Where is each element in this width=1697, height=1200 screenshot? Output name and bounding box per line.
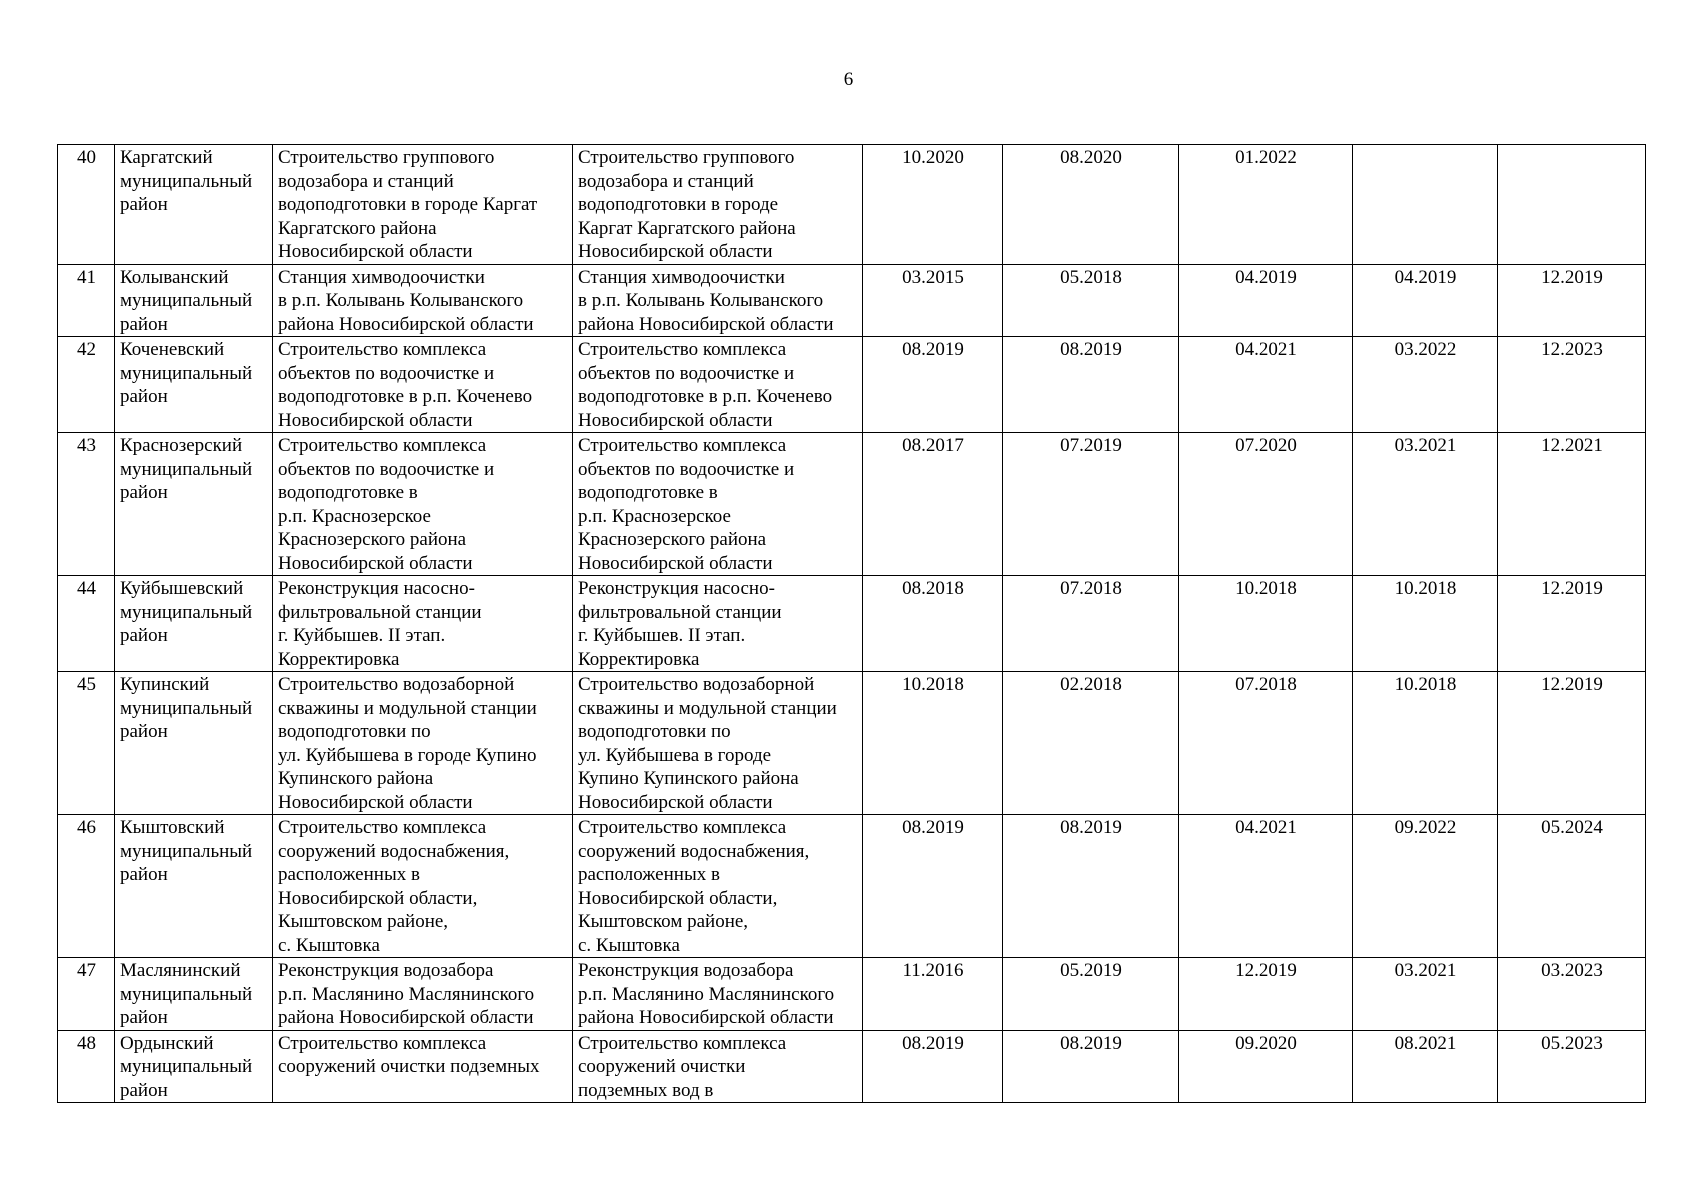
cell-text-line: район — [120, 1007, 168, 1028]
cell-text-line: сооружений водоснабжения, — [278, 840, 510, 862]
date-cell-3: 10.2018 — [1179, 576, 1353, 672]
row-number: 42 — [58, 337, 115, 433]
cell-text-line: Краснозерского района — [578, 529, 767, 550]
table-row — [58, 433, 1646, 576]
cell-text-line: Колыванский — [120, 266, 229, 288]
cell-text-line: Коченевский — [120, 339, 225, 360]
object-name-cell — [273, 433, 573, 576]
date-cell-5: 12.2019 — [1498, 672, 1646, 815]
object-name-cell — [273, 1030, 573, 1103]
cell-text-line: район — [120, 1079, 168, 1101]
cell-text-line: объектов по водоочистке и — [578, 362, 795, 384]
cell-text-line: скважины и модульной станции — [578, 697, 837, 719]
cell-text-line: Маслянинский — [120, 960, 241, 981]
cell-text-line: Строительство комплекса — [578, 339, 787, 360]
district-cell — [115, 1030, 273, 1103]
object-name-alt-cell — [573, 1030, 863, 1103]
date-cell-1: 08.2019 — [863, 815, 1003, 958]
cell-text-line: Строительство комплекса — [278, 435, 487, 456]
object-name-cell — [273, 337, 573, 433]
cell-text-line: Краснозерский — [120, 435, 243, 456]
cell-text-line: фильтровальной станции — [278, 601, 482, 623]
date-cell-5: 12.2021 — [1498, 433, 1646, 576]
object-name-alt-cell — [573, 815, 863, 958]
date-cell-4: 03.2021 — [1353, 958, 1498, 1031]
row-number: 40 — [58, 145, 115, 265]
cell-text-line: Новосибирской области — [578, 409, 773, 431]
cell-text-line: Новосибирской области — [578, 241, 773, 262]
cell-text-line: объектов по водоочистке и — [278, 362, 495, 384]
cell-text-line: район — [120, 721, 168, 742]
cell-text-line: сооружений очистки — [578, 1056, 746, 1077]
cell-text-line: Краснозерского района — [278, 529, 467, 550]
cell-text-line: водоподготовки по — [278, 721, 431, 742]
cell-text-line: Каргатского района — [278, 217, 437, 239]
district-cell — [115, 264, 273, 337]
object-name-cell — [273, 672, 573, 815]
cell-text-line: Куйбышевский — [120, 578, 244, 599]
object-name-alt-cell — [573, 672, 863, 815]
cell-text-line: район — [120, 194, 168, 215]
cell-text-line: Каргатский — [120, 147, 213, 168]
cell-text-line: Кыштовском районе, — [578, 911, 749, 932]
date-cell-2: 07.2019 — [1003, 433, 1179, 576]
date-cell-4: 03.2021 — [1353, 433, 1498, 576]
cell-text-line: район — [120, 313, 168, 335]
district-cell — [115, 433, 273, 576]
row-number: 48 — [58, 1030, 115, 1103]
cell-text-line: Строительство комплекса — [278, 339, 487, 360]
date-cell-3: 07.2018 — [1179, 672, 1353, 815]
cell-text-line: водоподготовки по — [578, 721, 731, 742]
cell-text-line: водоподготовке в — [278, 482, 418, 503]
date-cell-1: 10.2020 — [863, 145, 1003, 265]
district-cell — [115, 815, 273, 958]
cell-text-line: сооружений очистки подземных — [278, 1056, 540, 1077]
cell-text-line: Новосибирской области, — [578, 887, 778, 909]
date-cell-1: 08.2017 — [863, 433, 1003, 576]
cell-text-line: Строительство водозаборной — [578, 674, 815, 695]
cell-text-line: муниципальный — [120, 1056, 253, 1077]
row-number: 45 — [58, 672, 115, 815]
cell-text-line: водоподготовки в городе Каргат — [278, 194, 538, 215]
cell-text-line: район — [120, 864, 168, 885]
date-cell-1: 11.2016 — [863, 958, 1003, 1031]
date-cell-2: 08.2020 — [1003, 145, 1179, 265]
cell-text-line: район — [120, 625, 168, 646]
row-number: 44 — [58, 576, 115, 672]
date-cell-5: 12.2023 — [1498, 337, 1646, 433]
cell-text-line: Купинского района — [278, 768, 434, 789]
cell-text-line: в р.п. Колывань Колыванского — [578, 290, 824, 311]
date-cell-3: 01.2022 — [1179, 145, 1353, 265]
cell-text-line: муниципальный — [120, 290, 253, 311]
row-number: 43 — [58, 433, 115, 576]
cell-text-line: района Новосибирской области — [278, 313, 534, 335]
cell-text-line: район — [120, 482, 168, 503]
cell-text-line: фильтровальной станции — [578, 601, 782, 623]
object-name-cell — [273, 958, 573, 1031]
date-cell-3: 07.2020 — [1179, 433, 1353, 576]
cell-text-line: муниципальный — [120, 601, 253, 623]
table-body — [58, 145, 1646, 1103]
table-row — [58, 958, 1646, 1031]
date-cell-4: 10.2018 — [1353, 576, 1498, 672]
cell-text-line: р.п. Маслянино Маслянинского — [578, 983, 835, 1005]
district-cell — [115, 145, 273, 265]
cell-text-line: р.п. Краснозерское — [278, 505, 431, 527]
cell-text-line: Кыштовский — [120, 817, 225, 838]
date-cell-1: 10.2018 — [863, 672, 1003, 815]
cell-text-line: Реконструкция насосно- — [278, 578, 475, 599]
object-name-alt-cell — [573, 145, 863, 265]
cell-text-line: муниципальный — [120, 983, 253, 1005]
cell-text-line: Купино Купинского района — [578, 768, 799, 789]
date-cell-2: 02.2018 — [1003, 672, 1179, 815]
cell-text-line: расположенных в — [278, 864, 420, 885]
cell-text-line: района Новосибирской области — [278, 1007, 534, 1028]
cell-text-line: водозабора и станций — [278, 170, 454, 192]
object-name-alt-cell — [573, 337, 863, 433]
table-row — [58, 815, 1646, 958]
district-cell — [115, 337, 273, 433]
cell-text-line: муниципальный — [120, 697, 253, 719]
district-cell — [115, 672, 273, 815]
cell-text-line: г. Куйбышев. II этап. — [578, 625, 746, 646]
cell-text-line: Новосибирской области — [278, 409, 473, 431]
cell-text-line: района Новосибирской области — [578, 1007, 834, 1028]
cell-text-line: расположенных в — [578, 864, 720, 885]
cell-text-line: Строительство группового — [578, 147, 795, 168]
date-cell-2: 05.2018 — [1003, 264, 1179, 337]
object-name-cell — [273, 815, 573, 958]
cell-text-line: водозабора и станций — [578, 170, 754, 192]
cell-text-line: Реконструкция водозабора — [578, 960, 794, 981]
row-number: 41 — [58, 264, 115, 337]
object-name-cell — [273, 576, 573, 672]
date-cell-2: 08.2019 — [1003, 1030, 1179, 1103]
cell-text-line: Новосибирской области, — [278, 887, 478, 909]
date-cell-5: 05.2024 — [1498, 815, 1646, 958]
cell-text-line: подземных вод в — [578, 1079, 714, 1101]
cell-text-line: Новосибирской области — [578, 552, 773, 574]
date-cell-4: 03.2022 — [1353, 337, 1498, 433]
cell-text-line: Каргат Каргатского района — [578, 217, 796, 239]
cell-text-line: Реконструкция насосно- — [578, 578, 775, 599]
page-number: 6 — [843, 69, 854, 90]
cell-text-line: г. Куйбышев. II этап. — [278, 625, 446, 646]
district-cell — [115, 958, 273, 1031]
cell-text-line: Строительство комплекса — [578, 435, 787, 456]
date-cell-3: 09.2020 — [1179, 1030, 1353, 1103]
cell-text-line: Строительство комплекса — [578, 1032, 787, 1054]
cell-text-line: Купинский — [120, 674, 210, 695]
cell-text-line: Кыштовском районе, — [278, 911, 449, 932]
date-cell-1: 08.2019 — [863, 337, 1003, 433]
cell-text-line: муниципальный — [120, 458, 253, 480]
cell-text-line: муниципальный — [120, 362, 253, 384]
cell-text-line: Строительство комплекса — [278, 817, 487, 838]
cell-text-line: скважины и модульной станции — [278, 697, 537, 719]
cell-text-line: муниципальный — [120, 170, 253, 192]
date-cell-4: 08.2021 — [1353, 1030, 1498, 1103]
cell-text-line: водоподготовке в р.п. Коченево — [578, 386, 833, 407]
cell-text-line: водоподготовке в — [578, 482, 718, 503]
table-row — [58, 145, 1646, 265]
date-cell-5: 05.2023 — [1498, 1030, 1646, 1103]
cell-text-line: Новосибирской области — [278, 552, 473, 574]
cell-text-line: объектов по водоочистке и — [278, 458, 495, 480]
object-name-alt-cell — [573, 264, 863, 337]
cell-text-line: водоподготовке в р.п. Коченево — [278, 386, 533, 407]
cell-text-line: района Новосибирской области — [578, 313, 834, 335]
cell-text-line: сооружений водоснабжения, — [578, 840, 810, 862]
cell-text-line: р.п. Маслянино Маслянинского — [278, 983, 535, 1005]
date-cell-4: 09.2022 — [1353, 815, 1498, 958]
cell-text-line: Строительство комплекса — [578, 817, 787, 838]
row-number: 47 — [58, 958, 115, 1031]
date-cell-1: 08.2019 — [863, 1030, 1003, 1103]
cell-text-line: с. Кыштовка — [578, 934, 680, 956]
object-name-alt-cell — [573, 433, 863, 576]
date-cell-4: 10.2018 — [1353, 672, 1498, 815]
date-cell-4: 04.2019 — [1353, 264, 1498, 337]
cell-text-line: Станция химводоочистки — [578, 266, 785, 288]
cell-text-line: Строительство группового — [278, 147, 495, 168]
date-cell-2: 07.2018 — [1003, 576, 1179, 672]
row-number: 46 — [58, 815, 115, 958]
object-name-alt-cell — [573, 576, 863, 672]
construction-schedule-table — [57, 144, 1646, 1103]
cell-text-line: ул. Куйбышева в городе Купино — [278, 744, 537, 766]
date-cell-5: 12.2019 — [1498, 264, 1646, 337]
cell-text-line: Новосибирской области — [578, 791, 773, 813]
cell-text-line: в р.п. Колывань Колыванского — [278, 290, 524, 311]
cell-text-line: Новосибирской области — [278, 241, 473, 262]
cell-text-line: Реконструкция водозабора — [278, 960, 494, 981]
date-cell-2: 05.2019 — [1003, 958, 1179, 1031]
date-cell-5: 12.2019 — [1498, 576, 1646, 672]
object-name-cell — [273, 145, 573, 265]
table-row — [58, 1030, 1646, 1103]
object-name-alt-cell — [573, 958, 863, 1031]
date-cell-5: 03.2023 — [1498, 958, 1646, 1031]
date-cell-1: 03.2015 — [863, 264, 1003, 337]
cell-text-line: Корректировка — [578, 648, 700, 670]
cell-text-line: Ордынский — [120, 1032, 214, 1054]
date-cell-2: 08.2019 — [1003, 815, 1179, 958]
date-cell-5 — [1498, 145, 1646, 265]
date-cell-4 — [1353, 145, 1498, 265]
cell-text-line: р.п. Краснозерское — [578, 505, 731, 527]
date-cell-2: 08.2019 — [1003, 337, 1179, 433]
district-cell — [115, 576, 273, 672]
date-cell-1: 08.2018 — [863, 576, 1003, 672]
table-row — [58, 672, 1646, 815]
cell-text-line: Строительство водозаборной — [278, 674, 515, 695]
cell-text-line: Новосибирской области — [278, 791, 473, 813]
cell-text-line: ул. Куйбышева в городе — [578, 744, 772, 766]
cell-text-line: водоподготовки в городе — [578, 194, 779, 215]
cell-text-line: объектов по водоочистке и — [578, 458, 795, 480]
table-row — [58, 576, 1646, 672]
cell-text-line: Корректировка — [278, 648, 400, 670]
cell-text-line: с. Кыштовка — [278, 934, 380, 956]
cell-text-line: муниципальный — [120, 840, 253, 862]
cell-text-line: Строительство комплекса — [278, 1032, 487, 1054]
date-cell-3: 04.2021 — [1179, 337, 1353, 433]
date-cell-3: 04.2021 — [1179, 815, 1353, 958]
table-row — [58, 264, 1646, 337]
date-cell-3: 04.2019 — [1179, 264, 1353, 337]
object-name-cell — [273, 264, 573, 337]
date-cell-3: 12.2019 — [1179, 958, 1353, 1031]
cell-text-line: Станция химводоочистки — [278, 266, 485, 288]
table-row — [58, 337, 1646, 433]
cell-text-line: район — [120, 386, 168, 407]
